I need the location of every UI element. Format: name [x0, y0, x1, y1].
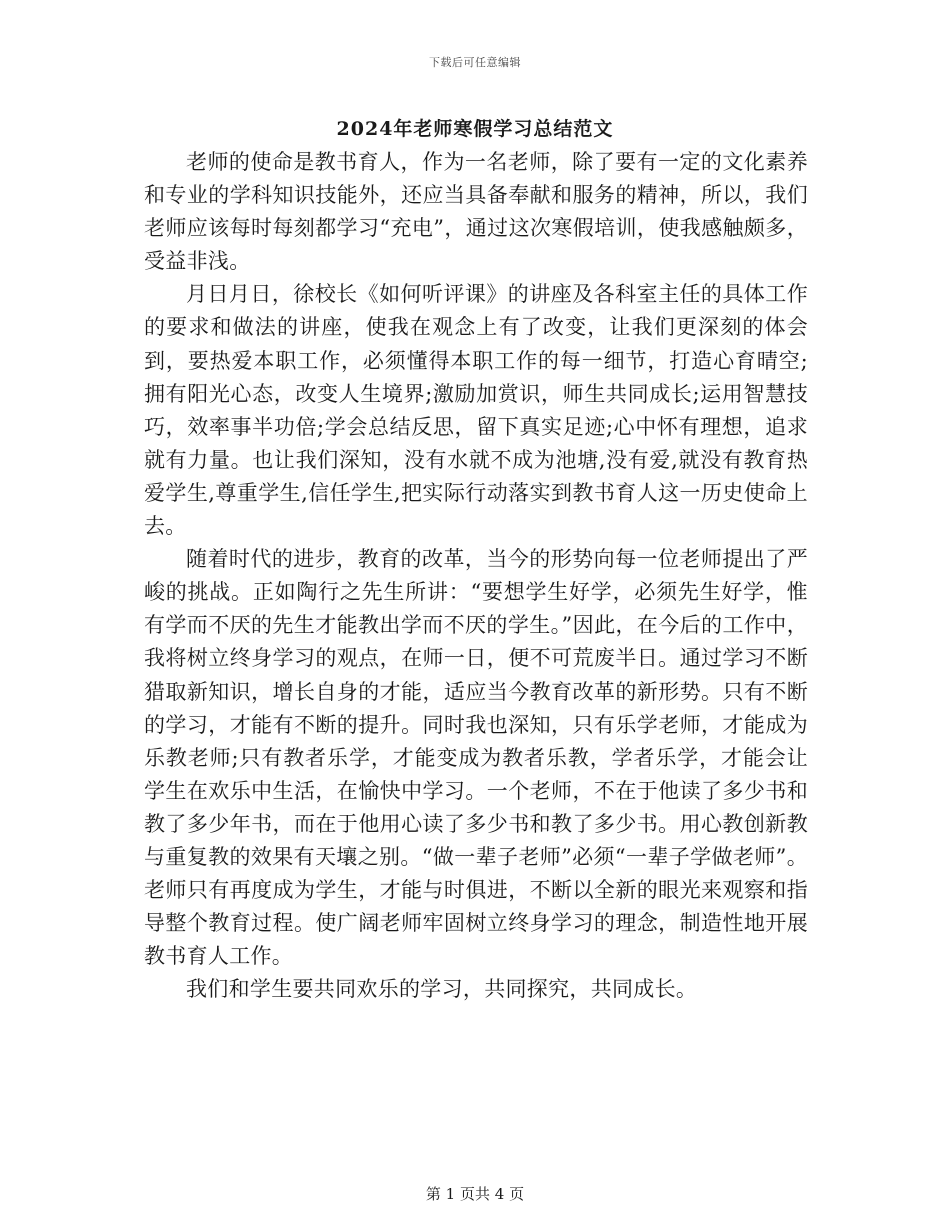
document-title: 2024年老师寒假学习总结范文 — [336, 118, 614, 140]
header-note: 下载后可任意编辑 — [429, 56, 521, 69]
page-indicator: 第 1 页共 4 页 — [425, 1185, 525, 1203]
paragraph-4: 我们和学生要共同欢乐的学习，共同探究，共同成长。 — [186, 977, 698, 1002]
paragraph-2: 月日月日，徐校长《如何听评课》的讲座及各科室主任的具体工作的要求和做法的讲座，使我在观念上有了改变，让我们更深刻的体会到，要热爱本职工作，必须懂得本职工作的每一细节，打造心育晴空;拥有阳光心态，改变人生境界;激励加赏识，师生共同成长;运用智慧技巧，效率事半功倍;学会总结反思，留下真实足迹;心中怀有理想，追求就有力量。也让我们深知，没有水就不成为池塘,没有爱,就没有教育热爱学生,尊重学生,信任学生,把实际行动落实到教书育人这一历史使命上去。 — [144, 282, 808, 539]
paragraph-3: 随着时代的进步，教育的改革，当今的形势向每一位老师提出了严峻的挑战。正如陶行之先生所讲：“要想学生好学，必须先生好学，惟有学而不厌的先生才能教出学而不厌的学生。”因此，在今后的工作中，我将树立终身学习的观点，在师一日，便不可荒废半日。通过学习不断猎取新知识，增长自身的才能，适应当今教育改革的新形势。只有不断的学习，才能有不断的提升。同时我也深知，只有乐学老师，才能成为乐教老师;只有教者乐学，才能变成为教者乐教，学者乐学，才能会让学生在欢乐中生活，在愉快中学习。一个老师，不在于他读了多少书和教了多少年书，而在于他用心读了多少书和教了多少书。用心教创新教与重复教的效果有天壤之别。“做一辈子老师”必须“一辈子学做老师”。老师只有再度成为学生，才能与时俱进，不断以全新的眼光来观察和指导整个教育过程。使广阔老师牢固树立终身学习的理念，制造性地开展教书育人工作。 — [144, 547, 808, 969]
document-body — [144, 146, 808, 1006]
paragraph-1: 老师的使命是教书育人，作为一名老师，除了要有一定的文化素养和专业的学科知识技能外，还应当具备奉献和服务的精神，所以，我们老师应该每时每刻都学习“充电”，通过这次寒假培训，使我感触颇多，受益非浅。 — [144, 150, 808, 274]
